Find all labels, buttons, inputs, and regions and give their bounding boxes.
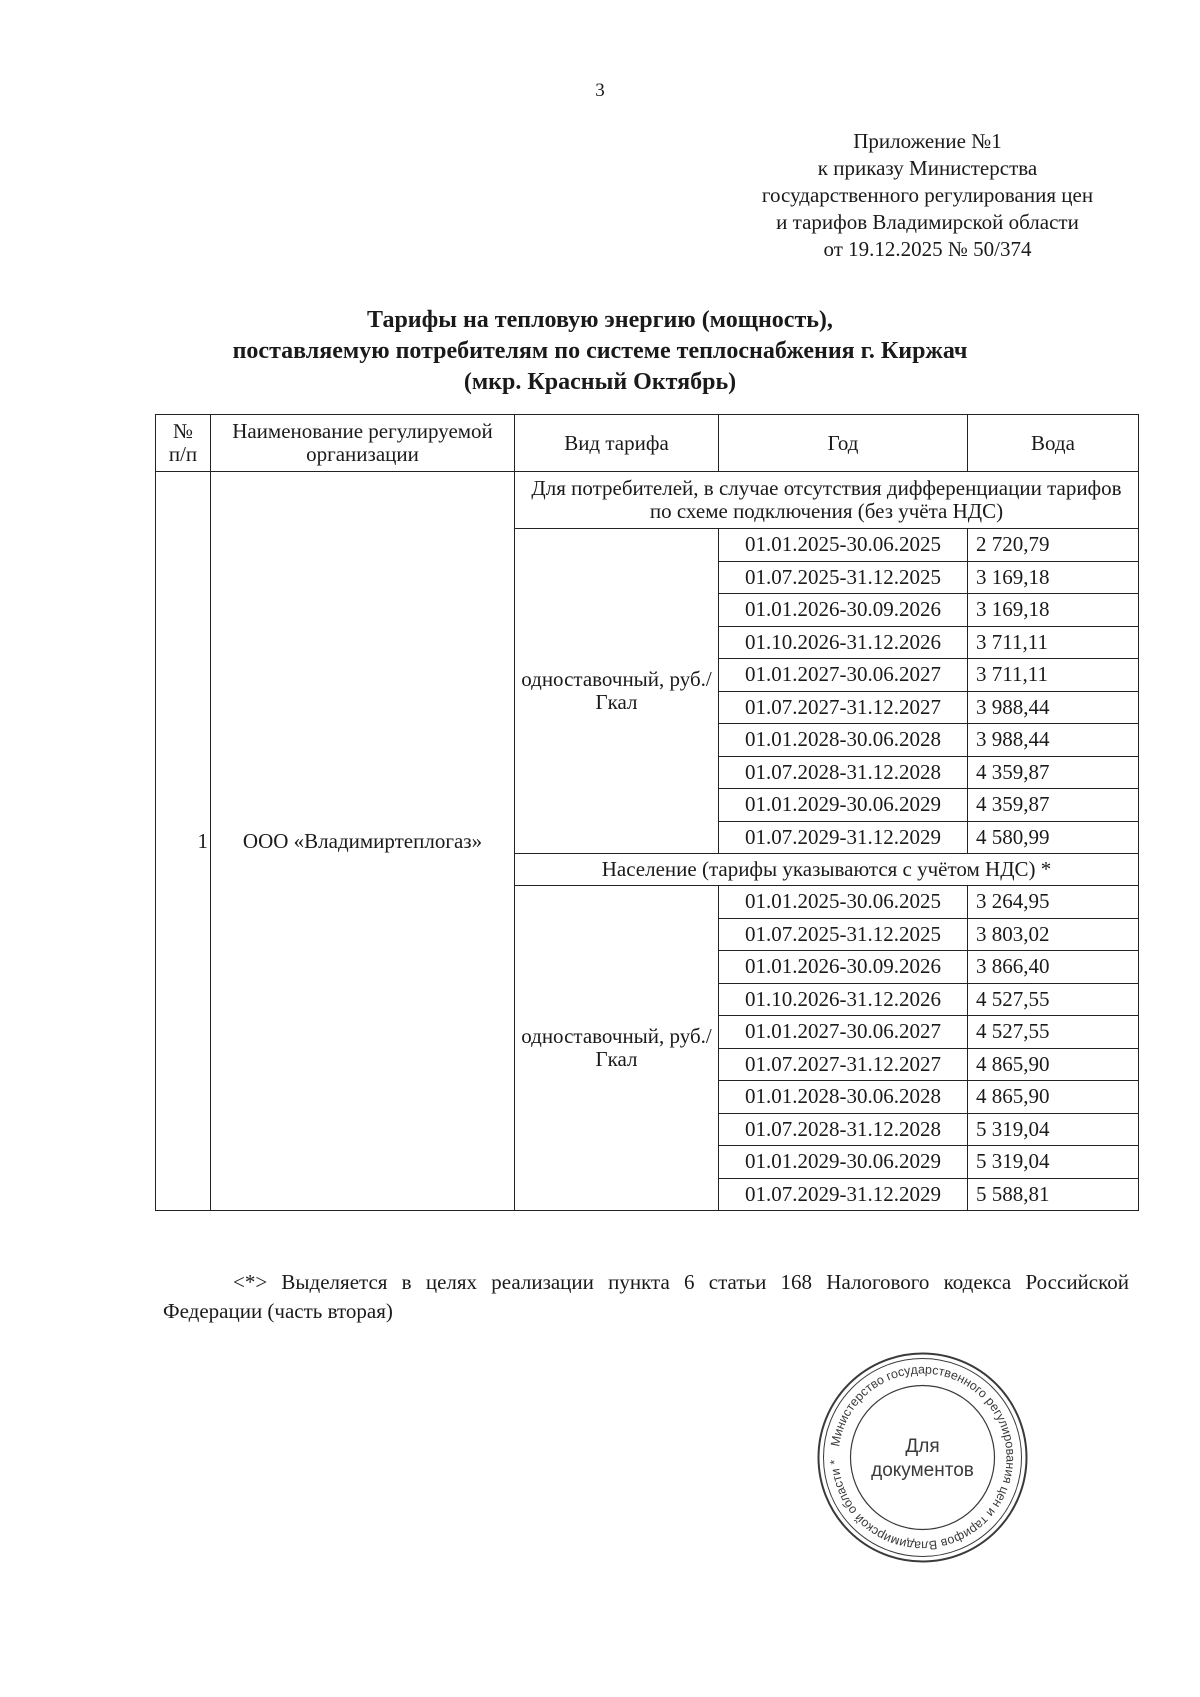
header-tariff-type: Вид тарифа — [515, 415, 719, 472]
water-value-cell: 3 711,11 — [968, 659, 1139, 692]
appendix-line: к приказу Министерства — [817, 156, 1038, 180]
stamp-inner-ring — [851, 1386, 995, 1530]
header-year: Год — [719, 415, 968, 472]
period-cell: 01.07.2027-31.12.2027 — [719, 1048, 968, 1081]
period-cell: 01.07.2029-31.12.2029 — [719, 1178, 968, 1211]
water-value-cell: 3 866,40 — [968, 951, 1139, 984]
page-number: 3 — [595, 80, 605, 101]
period-cell: 01.01.2027-30.06.2027 — [719, 1016, 968, 1049]
tariff-type-cell: одноставочный, руб./Гкал — [515, 886, 719, 1211]
period-cell: 01.07.2025-31.12.2025 — [719, 918, 968, 951]
water-value-cell: 4 359,87 — [968, 789, 1139, 822]
period-cell: 01.01.2028-30.06.2028 — [719, 1081, 968, 1114]
period-cell: 01.01.2025-30.06.2025 — [719, 886, 968, 919]
stamp-outer-ring — [819, 1354, 1027, 1562]
water-value-cell: 5 319,04 — [968, 1146, 1139, 1179]
water-value-cell: 3 169,18 — [968, 561, 1139, 594]
period-cell: 01.10.2026-31.12.2026 — [719, 983, 968, 1016]
period-cell: 01.01.2026-30.09.2026 — [719, 951, 968, 984]
water-value-cell: 3 803,02 — [968, 918, 1139, 951]
stamp-center-line: документов — [871, 1460, 974, 1481]
table-header-row — [156, 415, 1139, 472]
period-cell: 01.01.2029-30.06.2029 — [719, 1146, 968, 1179]
title-line: (мкр. Красный Октябрь) — [463, 369, 737, 395]
title-line: поставляемую потребителям по системе теплоснабжения г. Киржач — [232, 338, 968, 364]
water-value-cell: 3 711,11 — [968, 626, 1139, 659]
header-num: № п/п — [156, 415, 211, 472]
title-line: Тарифы на тепловую энергию (мощность), — [367, 307, 833, 333]
water-value-cell: 4 580,99 — [968, 821, 1139, 854]
water-value-cell: 4 865,90 — [968, 1081, 1139, 1114]
water-value-cell: 5 588,81 — [968, 1178, 1139, 1211]
water-value-cell: 4 527,55 — [968, 1016, 1139, 1049]
water-value-cell: 5 319,04 — [968, 1113, 1139, 1146]
header-water: Вода — [968, 415, 1139, 472]
water-value-cell: 3 988,44 — [968, 724, 1139, 757]
tariff-type-cell: одноставочный, руб./Гкал — [515, 529, 719, 854]
water-value-cell: 3 264,95 — [968, 886, 1139, 919]
stamp-outer-ring-inner — [824, 1359, 1022, 1557]
water-value-cell: 2 720,79 — [968, 529, 1139, 562]
section-heading: Население (тарифы указываются с учётом НДС) * — [515, 854, 1139, 886]
document-title — [0, 305, 1200, 398]
appendix-line: государственного регулирования цен — [761, 183, 1094, 207]
section-heading-row — [156, 472, 1139, 529]
water-value-cell: 4 527,55 — [968, 983, 1139, 1016]
tariff-table — [155, 414, 1139, 1211]
stamp-ring-text: Министерство государственного регулирования цен и тарифов Владимирской области * — [827, 1362, 1018, 1553]
period-cell: 01.01.2027-30.06.2027 — [719, 659, 968, 692]
appendix-line: от 19.12.2025 № 50/374 — [823, 237, 1032, 261]
official-stamp — [815, 1350, 1030, 1565]
period-cell: 01.10.2026-31.12.2026 — [719, 626, 968, 659]
period-cell: 01.01.2029-30.06.2029 — [719, 789, 968, 822]
row-number-cell: 1 — [156, 472, 211, 1211]
period-cell: 01.07.2028-31.12.2028 — [719, 1113, 968, 1146]
water-value-cell: 4 359,87 — [968, 756, 1139, 789]
period-cell: 01.07.2029-31.12.2029 — [719, 821, 968, 854]
period-cell: 01.01.2028-30.06.2028 — [719, 724, 968, 757]
appendix-header — [735, 128, 1120, 263]
appendix-line: Приложение №1 — [853, 129, 1002, 153]
section-heading: Для потребителей, в случае отсутствия дифференциации тарифов по схеме подключения (без учёта НДС) — [515, 472, 1139, 529]
period-cell: 01.01.2026-30.09.2026 — [719, 594, 968, 627]
period-cell: 01.07.2025-31.12.2025 — [719, 561, 968, 594]
period-cell: 01.01.2025-30.06.2025 — [719, 529, 968, 562]
organization-cell: ООО «Владимиртеплогаз» — [211, 472, 515, 1211]
water-value-cell: 4 865,90 — [968, 1048, 1139, 1081]
period-cell: 01.07.2028-31.12.2028 — [719, 756, 968, 789]
stamp-center-line: Для — [905, 1436, 940, 1457]
water-value-cell: 3 169,18 — [968, 594, 1139, 627]
water-value-cell: 3 988,44 — [968, 691, 1139, 724]
appendix-line: и тарифов Владимирской области — [776, 210, 1079, 234]
period-cell: 01.07.2027-31.12.2027 — [719, 691, 968, 724]
footnote: <*> Выделяется в целях реализации пункта 6 статьи 168 Налогового кодекса Российской Федерации (часть вторая) — [163, 1270, 1129, 1323]
header-organization: Наименование регулируемой организации — [211, 415, 515, 472]
